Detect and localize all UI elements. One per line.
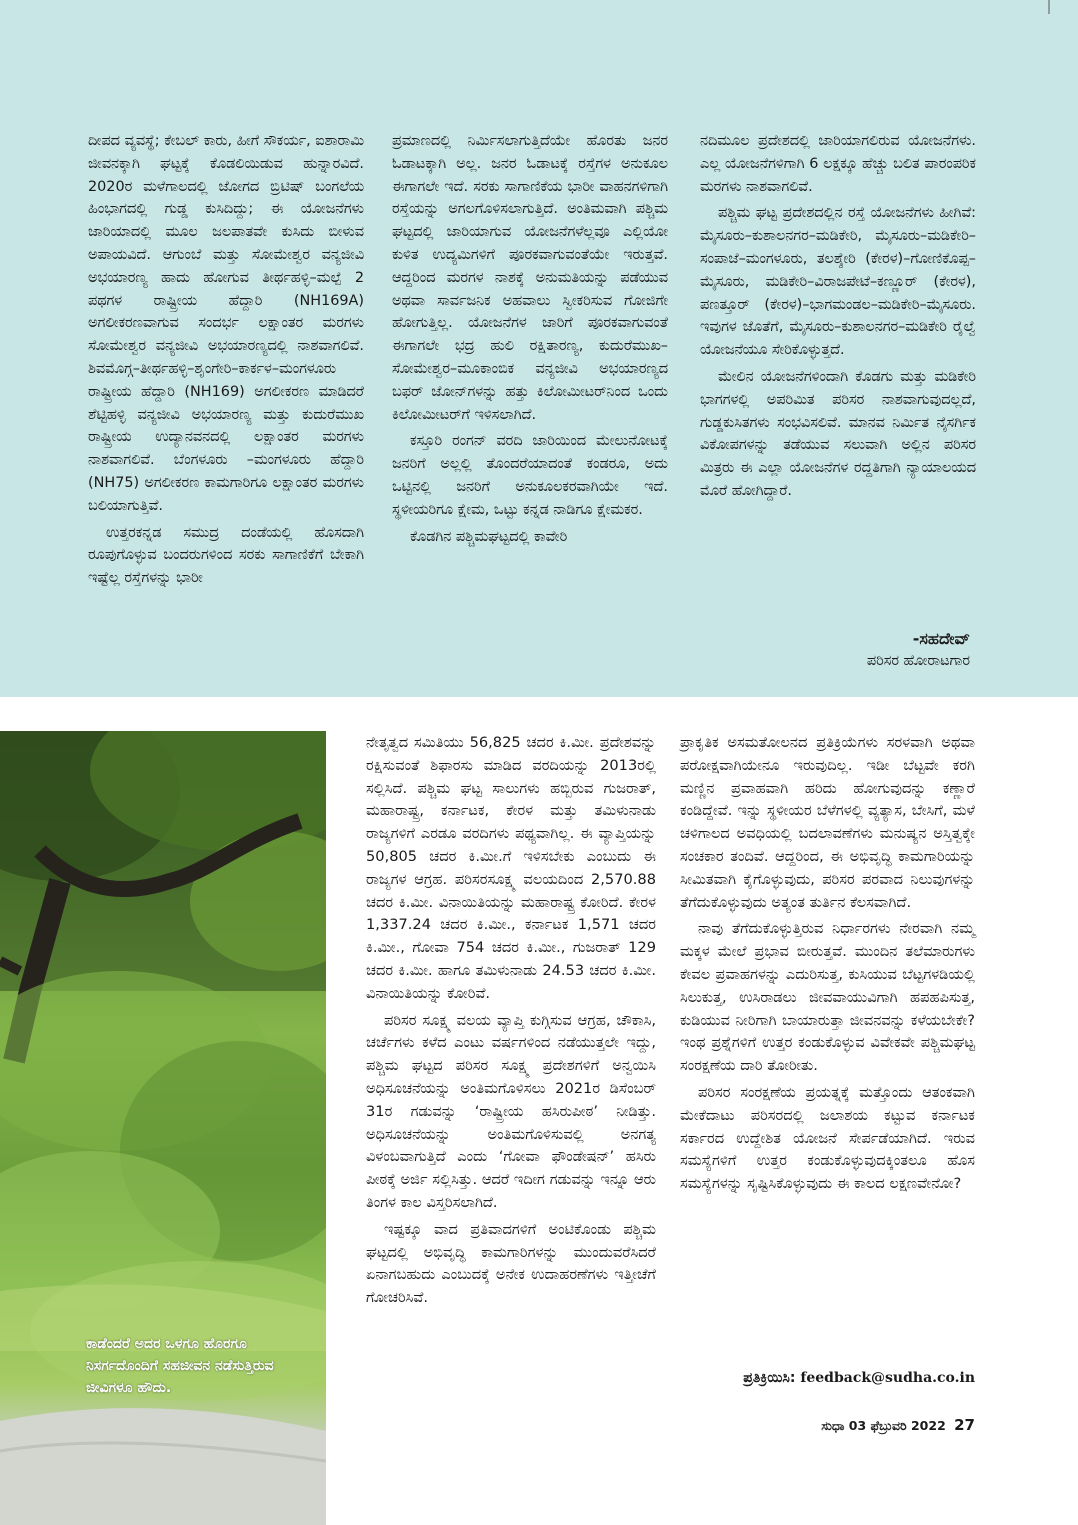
paragraph: ಪಶ್ಚಿಮ ಘಟ್ಟ ಪ್ರದೇಶದಲ್ಲಿನ ರಸ್ತೆ ಯೋಜನೆಗಳು ಹೀಗಿವೆ: ಮೈಸೂರು–ಕುಶಾಲನಗರ–ಮಡಿಕೇರಿ, ಮೈಸೂರು–ಮಡಿಕೇರಿ–ಸಂಪಾಜೆ–ಮಂಗಳೂರು, ತಲಶ್ಶೇರಿ (ಕೇರಳ)–ಗೋಣಿಕೊಪ್ಪ–ಮೈಸೂರು, ಮಡಿಕೇರಿ–ವಿರಾಜಪೇಟೆ–ಕಣ್ಣೂರ್ (ಕೇರಳ), ಪಣತ್ತೂರ್ (ಕೇರಳ)–ಭಾಗಮಂಡಲ–ಮಡಿಕೇರಿ–ಮೈಸೂರು. ಇವುಗಳ ಜೊತೆಗೆ, ಮೈಸೂರು–ಕುಶಾಲನಗರ–ಮಡಿಕೇರಿ ರೈಲ್ವೆ ಯೋಜನೆಯೂ ಸೇರಿಕೊಳ್ಳುತ್ತದೆ. xyxy=(700,205,976,359)
main-article-column-2 xyxy=(680,732,975,1196)
paragraph: ಮೇಲಿನ ಯೋಜನೆಗಳಿಂದಾಗಿ ಕೊಡಗು ಮತ್ತು ಮಡಿಕೇರಿ ಭಾಗಗಳಲ್ಲಿ ಅಪರಿಮಿತ ಪರಿಸರ ನಾಶವಾಗುವುದಲ್ಲದೆ, ಗುಡ್ಡಕುಸಿತಗಳು ಸಂಭವಿಸಲಿವೆ. ಮಾನವ ನಿರ್ಮಿತ ನೈಸರ್ಗಿಕ ವಿಕೋಪಗಳನ್ನು ತಡೆಯುವ ಸಲುವಾಗಿ ಅಲ್ಲಿನ ಪರಿಸರ ಮಿತ್ರರು ಈ ಎಲ್ಲಾ ಯೋಜನೆಗಳ ರದ್ದತಿಗಾಗಿ ನ್ಯಾಯಾಲಯದ ಮೊರೆ ಹೋಗಿದ್ದಾರೆ. xyxy=(700,368,976,499)
paragraph: ಕಸ್ತೂರಿ ರಂಗನ್ ವರದಿ ಜಾರಿಯಿಂದ ಮೇಲುನೋಟಕ್ಕೆ ಜನರಿಗೆ ಅಲ್ಲಲ್ಲಿ ತೊಂದರೆಯಾದಂತೆ ಕಂಡರೂ, ಅದು ಒಟ್ಟಿನಲ್ಲಿ ಜನರಿಗೆ ಅನುಕೂಲಕರವಾಗಿಯೇ ಇದೆ. ಸ್ಥಳೀಯರಿಗೂ ಕ್ಷೇಮ, ಒಟ್ಟು ಕನ್ನಡ ನಾಡಿಗೂ ಕ್ಷೇಮಕರ. xyxy=(392,433,668,518)
paragraph: ಇಷ್ಟಕ್ಕೂ ವಾದ ಪ್ರತಿವಾದಗಳಿಗೆ ಅಂಟಿಕೊಂಡು ಪಶ್ಚಿಮ ಘಟ್ಟದಲ್ಲಿ ಅಭಿವೃದ್ಧಿ ಕಾಮಗಾರಿಗಳನ್ನು ಮುಂದುವರೆಸಿದರೆ ಏನಾಗಬಹುದು ಎಂಬುದಕ್ಕೆ ಅನೇಕ ಉದಾಹರಣೆಗಳು ಇತ್ತೀಚೆಗೆ ಗೋಚರಿಸಿವೆ. xyxy=(366,1220,656,1307)
feedback-email: feedback@sudha.co.in xyxy=(800,1370,975,1386)
author-name: -ಸಹದೇವ್ xyxy=(912,629,970,648)
author-signature xyxy=(700,628,976,672)
paragraph: ನೇತೃತ್ವದ ಸಮಿತಿಯು 56,825 ಚದರ ಕಿ.ಮೀ. ಪ್ರದೇಶವನ್ನು ರಕ್ಷಿಸುವಂತೆ ಶಿಫಾರಸು ಮಾಡಿದ ವರದಿಯನ್ನು 2013ರಲ್ಲಿ ಸಲ್ಲಿಸಿದೆ. ಪಶ್ಚಿಮ ಘಟ್ಟ ಸಾಲುಗಳು ಹಬ್ಬಿರುವ ಗುಜರಾತ್, ಮಹಾರಾಷ್ಟ್ರ, ಕರ್ನಾಟಕ, ಕೇರಳ ಮತ್ತು ತಮಿಳುನಾಡು ರಾಜ್ಯಗಳಿಗೆ ಎರಡೂ ವರದಿಗಳು ಪಥ್ಯವಾಗಿಲ್ಲ. ಈ ವ್ಯಾಪ್ತಿಯನ್ನು 50,805 ಚದರ ಕಿ.ಮೀ.ಗೆ ಇಳಿಸಬೇಕು ಎಂಬುದು ಈ ರಾಜ್ಯಗಳ ಆಗ್ರಹ. ಪರಿಸರಸೂಕ್ಷ್ಮ ವಲಯದಿಂದ 2,570.88 ಚದರ ಕಿ.ಮೀ. ವಿನಾಯಿತಿಯನ್ನು ಮಹಾರಾಷ್ಟ್ರ ಕೋರಿದೆ. ಕೇರಳ 1,337.24 ಚದರ ಕಿ.ಮೀ., ಕರ್ನಾಟಕ 1,571 ಚದರ ಕಿ.ಮೀ., ಗೋವಾ 754 ಚದರ ಕಿ.ಮೀ., ಗುಜರಾತ್ 129 ಚದರ ಕಿ.ಮೀ. ಹಾಗೂ ತಮಿಳುನಾಡು 24.53 ಚದರ ಕಿ.ಮೀ. ವಿನಾಯಿತಿಯನ್ನು ಕೋರಿವೆ. xyxy=(366,734,656,1002)
forest-photo xyxy=(0,731,326,1525)
paragraph: ನದಿಮೂಲ ಪ್ರದೇಶದಲ್ಲಿ ಜಾರಿಯಾಗಲಿರುವ ಯೋಜನೆಗಳು. ಎಲ್ಲ ಯೋಜನೆಗಳಿಗಾಗಿ 6 ಲಕ್ಷಕ್ಕೂ ಹೆಚ್ಚು ಬಲಿತ ಪಾರಂಪರಿಕ ಮರಗಳು ನಾಶವಾಗಲಿವೆ. xyxy=(700,133,976,195)
page-footer xyxy=(760,1416,975,1434)
paragraph: ಪ್ರಮಾಣದಲ್ಲಿ ನಿರ್ಮಿಸಲಾಗುತ್ತಿದೆಯೇ ಹೊರತು ಜನರ ಓಡಾಟಕ್ಕಾಗಿ ಅಲ್ಲ. ಜನರ ಓಡಾಟಕ್ಕೆ ರಸ್ತೆಗಳ ಅನುಕೂಲ ಈಗಾಗಲೇ ಇದೆ. ಸರಕು ಸಾಗಾಣಿಕೆಯ ಭಾರೀ ವಾಹನಗಳಿಗಾಗಿ ರಸ್ತೆಯನ್ನು ಅಗಲಗೊಳಿಸಲಾಗುತ್ತಿದೆ. ಅಂತಿಮವಾಗಿ ಪಶ್ಚಿಮ ಘಟ್ಟದಲ್ಲಿ ಜಾರಿಯಾಗುವ ಯೋಜನೆಗಳೆಲ್ಲವೂ ಎಲ್ಲಿಯೋ ಕುಳಿತ ಉದ್ಯಮಿಗಳಿಗೆ ಪೂರಕವಾಗುವಂತೆಯೇ ಇರುತ್ತವೆ. ಆದ್ದರಿಂದ ಮರಗಳ ನಾಶಕ್ಕೆ ಅನುಮತಿಯನ್ನು ಪಡೆಯುವ ಅಥವಾ ಸಾರ್ವಜನಿಕ ಅಹವಾಲು ಸ್ವೀಕರಿಸುವ ಗೋಜಿಗೇ ಹೋಗುತ್ತಿಲ್ಲ. ಯೋಜನೆಗಳ ಜಾರಿಗೆ ಪೂರಕವಾಗುವಂತೆ ಈಗಾಗಲೇ ಭದ್ರ ಹುಲಿ ರಕ್ಷಿತಾರಣ್ಯ, ಕುದುರೆಮುಖ–ಸೋಮೇಶ್ವರ–ಮೂಕಾಂಬಿಕ ವನ್ಯಜೀವಿ ಅಭಯಾರಣ್ಯದ ಬಫರ್ ಜೋನ್‌ಗಳನ್ನು ಹತ್ತು ಕಿಲೋಮೀಟರ್‌ನಿಂದ ಒಂದು ಕಿಲೋಮೀಟರ್‌ಗೆ ಇಳಿಸಲಾಗಿದೆ. xyxy=(392,133,668,423)
feedback-label: ಪ್ರತಿಕ್ರಿಯಿಸಿ: xyxy=(743,1370,796,1386)
top-article-column-2 xyxy=(392,130,668,548)
feedback-line xyxy=(680,1370,975,1386)
paragraph: ಕೊಡಗಿನ ಪಶ್ಚಿಮಘಟ್ಟದಲ್ಲಿ ಕಾವೇರಿ xyxy=(410,528,568,545)
paragraph: ಉತ್ತರಕನ್ನಡ ಸಮುದ್ರ ದಂಡೆಯಲ್ಲಿ ಹೊಸದಾಗಿ ರೂಪುಗೊಳ್ಳುವ ಬಂದರುಗಳಿಂದ ಸರಕು ಸಾಗಾಣಿಕೆಗೆ ಬೇಕಾಗಿ ಇಷ್ಟೆಲ್ಲ ರಸ್ತೆಗಳನ್ನು ಭಾರೀ xyxy=(88,524,364,587)
paragraph: ದೀಪದ ವ್ಯವಸ್ಥೆ; ಕೇಬಲ್ ಕಾರು, ಹೀಗೆ ಸೌಕರ್ಯ, ಐಶಾರಾಮಿ ಜೀವನಕ್ಕಾಗಿ ಘಟ್ಟಕ್ಕೆ ಕೊಡಲಿಯಿಡುವ ಹುನ್ನಾರವಿದೆ. 2020ರ ಮಳೆಗಾಲದಲ್ಲಿ ಜೋಗದ ಬ್ರಿಟಿಷ್ ಬಂಗಲೆಯ ಹಿಂಭಾಗದಲ್ಲಿ ಗುಡ್ಡ ಕುಸಿದಿದ್ದು; ಈ ಯೋಜನೆಗಳು ಜಾರಿಯಾದಲ್ಲಿ ಮೂಲ ಜಲಪಾತವೇ ಕುಸಿದು ಬೀಳುವ ಅಪಾಯವಿದೆ. ಆಗುಂಬೆ ಮತ್ತು ಸೋಮೇಶ್ವರ ವನ್ಯಜೀವಿ ಅಭಯಾರಣ್ಯ ಹಾದು ಹೋಗುವ ತೀರ್ಥಹಳ್ಳಿ–ಮಲ್ಪೆ 2 ಪಥಗಳ ರಾಷ್ಟ್ರೀಯ ಹೆದ್ದಾರಿ (NH169A) ಅಗಲೀಕರಣವಾಗುವ ಸಂದರ್ಭ ಲಕ್ಷಾಂತರ ಮರಗಳು ಸೋಮೇಶ್ವರ ವನ್ಯಜೀವಿ ಅಭಯಾರಣ್ಯದಲ್ಲಿ ನಾಶವಾಗಲಿವೆ. ಶಿವಮೊಗ್ಗ–ತೀರ್ಥಹಳ್ಳಿ–ಶೃಂಗೇರಿ–ಕಾರ್ಕಳ–ಮಂಗಳೂರು ರಾಷ್ಟ್ರೀಯ ಹೆದ್ದಾರಿ (NH169) ಅಗಲೀಕರಣ ಮಾಡಿದರೆ ಶೆಟ್ಟಿಹಳ್ಳಿ ವನ್ಯಜೀವಿ ಅಭಯಾರಣ್ಯ ಮತ್ತು ಕುದುರೆಮುಖ ರಾಷ್ಟ್ರೀಯ ಉದ್ಯಾನವನದಲ್ಲಿ ಲಕ್ಷಾಂತರ ಮರಗಳು ನಾಶವಾಗಲಿವೆ. ಬೆಂಗಳೂರು –ಮಂಗಳೂರು ಹೆದ್ದಾರಿ (NH75) ಅಗಲೀಕರಣ ಕಾಮಗಾರಿಗೂ ಲಕ್ಷಾಂತರ ಮರಗಳು ಬಲಿಯಾಗುತ್ತಿವೆ. xyxy=(88,133,364,514)
top-article-column-1 xyxy=(88,130,364,590)
top-article-column-3 xyxy=(700,130,976,503)
page-number: 27 xyxy=(954,1416,975,1434)
issue-info: ಸುಧಾ 03 ಫೆಬ್ರುವರಿ 2022 xyxy=(821,1418,946,1433)
paragraph: ನಾವು ತೆಗೆದುಕೊಳ್ಳುತ್ತಿರುವ ನಿರ್ಧಾರಗಳು ನೇರವಾಗಿ ನಮ್ಮ ಮಕ್ಕಳ ಮೇಲೆ ಪ್ರಭಾವ ಬೀರುತ್ತವೆ. ಮುಂದಿನ ತಲೆಮಾರುಗಳು ಕೇವಲ ಪ್ರವಾಹಗಳನ್ನು ಎದುರಿಸುತ್ತ, ಕುಸಿಯುವ ಬೆಟ್ಟಗಳಡಿಯಲ್ಲಿ ಸಿಲುಕುತ್ತ, ಉಸಿರಾಡಲು ಜೀವವಾಯುವಿಗಾಗಿ ಹಪಹಪಿಸುತ್ತ, ಕುಡಿಯುವ ನೀರಿಗಾಗಿ ಬಾಯಾರುತ್ತಾ ಜೀವನವನ್ನು ಕಳೆಯಬೇಕೇ? ಇಂಥ ಪ್ರಶ್ನೆಗಳಿಗೆ ಉತ್ತರ ಕಂಡುಕೊಳ್ಳುವ ವಿವೇಕವೇ ಪಶ್ಚಿಮಘಟ್ಟ ಸಂರಕ್ಷಣೆಯ ದಾರಿ ತೋರೀತು. xyxy=(680,920,975,1075)
forest-illustration xyxy=(0,731,326,1525)
author-role: ಪರಿಸರ ಹೋರಾಟಗಾರ xyxy=(866,653,970,669)
paragraph: ಪರಿಸರ ಸಂರಕ್ಷಣೆಯ ಪ್ರಯತ್ನಕ್ಕೆ ಮತ್ತೊಂದು ಆತಂಕವಾಗಿ ಮೇಕೆದಾಟು ಪರಿಸರದಲ್ಲಿ ಜಲಾಶಯ ಕಟ್ಟುವ ಕರ್ನಾಟಕ ಸರ್ಕಾರದ ಉದ್ದೇಶಿತ ಯೋಜನೆ ಸೇರ್ಪಡೆಯಾಗಿದೆ. ಇರುವ ಸಮಸ್ಯೆಗಳಿಗೆ ಉತ್ತರ ಕಂಡುಕೊಳ್ಳುವುದಕ್ಕಿಂತಲೂ ಹೊಸ ಸಮಸ್ಯೆಗಳನ್ನು ಸೃಷ್ಟಿಸಿಕೊಳ್ಳುವುದು ಈ ಕಾಲದ ಲಕ್ಷಣವೇನೋ? xyxy=(680,1083,975,1193)
paragraph: ಪ್ರಾಕೃತಿಕ ಅಸಮತೋಲನದ ಪ್ರತಿಕ್ರಿಯೆಗಳು ಸರಳವಾಗಿ ಅಥವಾ ಪರೋಕ್ಷವಾಗಿಯೇನೂ ಇರುವುದಿಲ್ಲ. ಇಡೀ ಬೆಟ್ಟವೇ ಕರಗಿ ಮಣ್ಣಿನ ಪ್ರವಾಹವಾಗಿ ಹರಿದು ಹೋಗುವುದನ್ನು ಕಣ್ಣಾರೆ ಕಂಡಿದ್ದೇವೆ. ಇನ್ನು ಸ್ಥಳೀಯರ ಬೆಳೆಗಳಲ್ಲಿ ವ್ಯತ್ಯಾಸ, ಬೇಸಿಗೆ, ಮಳೆ ಚಳಿಗಾಲದ ಅವಧಿಯಲ್ಲಿ ಬದಲಾವಣೆಗಳು ಮನುಷ್ಯನ ಅಸ್ತಿತ್ವಕ್ಕೇ ಸಂಚಕಾರ ತಂದಿವೆ. ಆದ್ದರಿಂದ, ಈ ಅಭಿವೃದ್ಧಿ ಕಾಮಗಾರಿಯನ್ನು ಸೀಮಿತವಾಗಿ ಕೈಗೊಳ್ಳುವುದು, ಪರಿಸರ ಪರವಾದ ನಿಲುವುಗಳನ್ನು ತೆಗೆದುಕೊಳ್ಳುವುದು ಅತ್ಯಂತ ತುರ್ತಿನ ಕೆಲಸವಾಗಿದೆ. xyxy=(680,734,975,911)
paragraph: ಪರಿಸರ ಸೂಕ್ಷ್ಮ ವಲಯ ವ್ಯಾಪ್ತಿ ಕುಗ್ಗಿಸುವ ಆಗ್ರಹ, ಚೌಕಾಸಿ, ಚರ್ಚೆಗಳು ಕಳೆದ ಎಂಟು ವರ್ಷಗಳಿಂದ ನಡೆಯುತ್ತಲೇ ಇದ್ದು, ಪಶ್ಚಿಮ ಘಟ್ಟದ ಪರಿಸರ ಸೂಕ್ಷ್ಮ ಪ್ರದೇಶಗಳಿಗೆ ಅನ್ವಯಿಸಿ ಅಧಿಸೂಚನೆಯನ್ನು ಅಂತಿಮಗೊಳಿಸಲು 2021ರ ಡಿಸೆಂಬರ್ 31ರ ಗಡುವನ್ನು ‘ರಾಷ್ಟ್ರೀಯ ಹಸಿರುಪೀಠ’ ನೀಡಿತ್ತು. ಅಧಿಸೂಚನೆಯನ್ನು ಅಂತಿಮಗೊಳಿಸುವಲ್ಲಿ ಅನಗತ್ಯ ವಿಳಂಬವಾಗುತ್ತಿದೆ ಎಂದು ‘ಗೋವಾ ಫೌಂಡೇಷನ್’ ಹಸಿರು ಪೀಠಕ್ಕೆ ಅರ್ಜಿ ಸಲ್ಲಿಸಿತ್ತು. ಆದರೆ ಇದೀಗ ಗಡುವನ್ನು ಇನ್ನೂ ಆರು ತಿಂಗಳ ಕಾಲ ವಿಸ್ತರಿಸಲಾಗಿದೆ. xyxy=(366,1011,656,1211)
photo-caption: ಕಾಡೆಂದರೆ ಅದರ ಒಳಗೂ ಹೊರಗೂ ನಿಸರ್ಗದೊಂದಿಗೆ ಸಹಜೀವನ ನಡೆಸುತ್ತಿರುವ ಜೀವಿಗಳೂ ಹೌದು. xyxy=(86,1336,274,1396)
crop-mark-icon xyxy=(1042,0,1056,14)
main-article-column-1 xyxy=(366,732,656,1310)
